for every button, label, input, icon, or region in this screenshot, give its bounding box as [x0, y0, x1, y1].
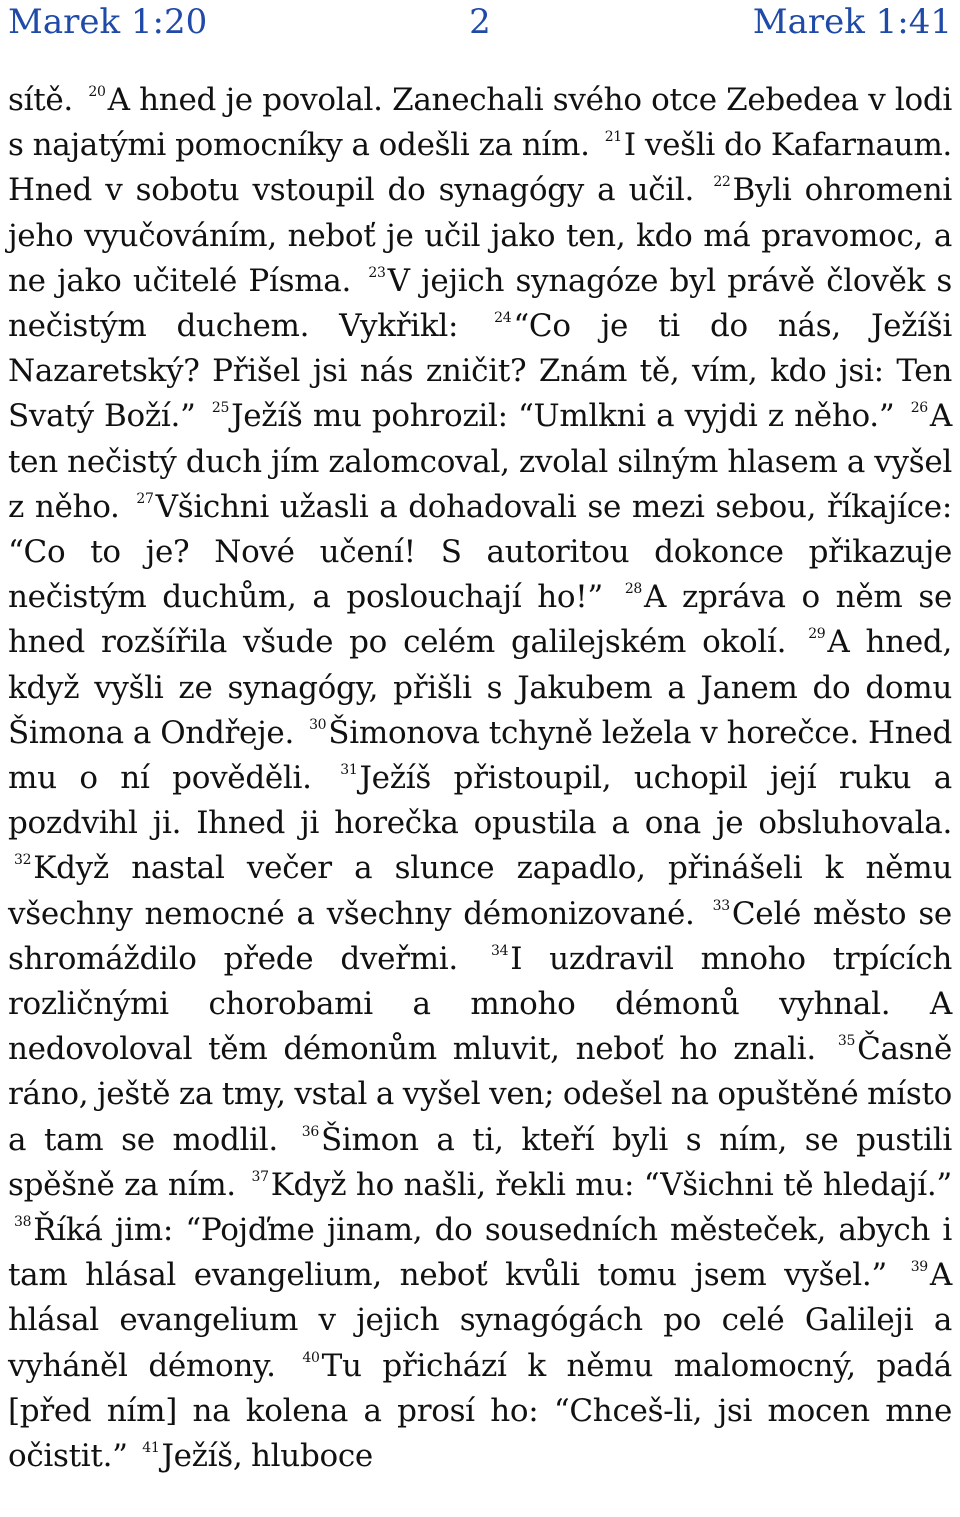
verse-number: 22 — [713, 174, 731, 191]
verse-number: 24 — [494, 310, 512, 327]
verse-text: Šimonova tchyně ležela v horečce. Hned mu o ní pověděli. — [8, 714, 952, 797]
verse-number: 28 — [624, 581, 643, 598]
verse-text: Šimon a ti, kteří byli s ním, se pustili spěšně za ním. — [8, 1121, 952, 1203]
verse-text: I vešli do Kafarnaum. Hned v sobotu vstoupil do synagógy a učil. — [8, 127, 952, 209]
verse-number: 29 — [808, 626, 826, 643]
verse-number: 39 — [910, 1259, 928, 1276]
verse-number: 30 — [309, 716, 327, 733]
verse-text: A ten nečistý duch jím zalomcoval, zvolal silným hlasem a vyšel z něho. — [8, 398, 953, 525]
verse-text: Ježíš přistoupil, uchopil její ruku a pozdvihl ji. Ihned ji horečka opustila a ona je obsluhovala. — [8, 760, 952, 842]
verse-number: 26 — [910, 400, 928, 417]
verse-text: Když nastal večer a slunce zapadlo, přinášeli k němu všechny nemocné a všechny démonizované. — [8, 850, 952, 932]
verse-text: A hned, když vyšli ze synagógy, přišli s Jakubem a Janem do domu Šimona a Ondřeje. — [8, 624, 952, 751]
verse-text: Tu přichází k němu malomocný, padá [před ním] na kolena a prosí ho: “Chceš-li, jsi mocen mne očistit.” — [8, 1347, 952, 1475]
scripture-text — [8, 78, 952, 1479]
page-header — [0, 0, 960, 48]
verse-number: 32 — [14, 852, 32, 869]
verse-number: 25 — [211, 400, 230, 417]
verse-text: Ježíš, hluboce — [161, 1438, 373, 1475]
verse-number: 21 — [604, 129, 622, 146]
verse-number: 41 — [142, 1440, 160, 1457]
header-reference-end: Marek 1:41 — [752, 2, 952, 42]
verse-text: Ježíš mu pohrozil: “Umlkni a vyjdi z něho.” — [231, 398, 895, 435]
verse-text: “Co je ti do nás, Ježíši Nazaretský? Přišel jsi nás zničit? Znám tě, vím, kdo jsi: Ten Svatý Boží.” — [8, 308, 952, 435]
header-reference-start: Marek 1:20 — [8, 2, 208, 42]
verse-number: 40 — [302, 1349, 320, 1366]
verse-text: A zpráva o něm se hned rozšířila všude po celém galilejském okolí. — [8, 579, 952, 661]
verse-number: 36 — [301, 1123, 319, 1140]
verse-number: 38 — [14, 1214, 32, 1231]
verse-number: 23 — [368, 264, 386, 281]
verse-text: Celé město se shromáždilo přede dveřmi. — [8, 895, 952, 977]
verse-number: 35 — [837, 1033, 856, 1050]
verse-text: A hlásal evangelium v jejich synagógách po celé Galileji a vyháněl démony. — [8, 1257, 952, 1384]
verse-number: 34 — [490, 942, 509, 959]
verse-number: 20 — [88, 84, 106, 100]
verse-number: 31 — [340, 762, 358, 779]
verse-text: A hned je povolal. Zanechali svého otce Zebedea v lodi s najatými pomocníky a odešli za ním. — [8, 82, 952, 164]
verse-number: 33 — [712, 897, 730, 914]
verse-text: V jejich synagóze byl právě člověk s nečistým duchem. Vykřikl: — [8, 262, 952, 345]
page-number: 2 — [469, 2, 491, 42]
verse-text: I uzdravil mnoho trpících rozličnými chorobami a mnoho démonů vyhnal. A nedovoloval těm démonům mluvit, neboť ho znali. — [8, 940, 953, 1068]
verse-text: Když ho našli, řekli mu: “Všichni tě hledají.” — [270, 1166, 952, 1203]
verse-number: 37 — [251, 1168, 269, 1185]
verse-text: sítě. — [8, 82, 73, 118]
verse-text: Všichni užasli a dohadovali se mezi sebou, říkajíce: “Co to je? Nové učení! S autoritou dokonce přikazuje nečistým duchům, a poslouchají ho!” — [8, 488, 952, 616]
verse-text: Časně ráno, ještě za tmy, vstal a vyšel ven; odešel na opuštěné místo a tam se modlil. — [8, 1031, 952, 1158]
verse-number: 27 — [136, 490, 154, 507]
verse-text: Byli ohromeni jeho vyučováním, neboť je učil jako ten, kdo má pravomoc, a ne jako učitelé Písma. — [8, 172, 952, 299]
verse-text: Říká jim: “Pojďme jinam, do sousedních městeček, abych i tam hlásal evangelium, neboť kvůli tomu jsem vyšel.” — [8, 1212, 952, 1294]
